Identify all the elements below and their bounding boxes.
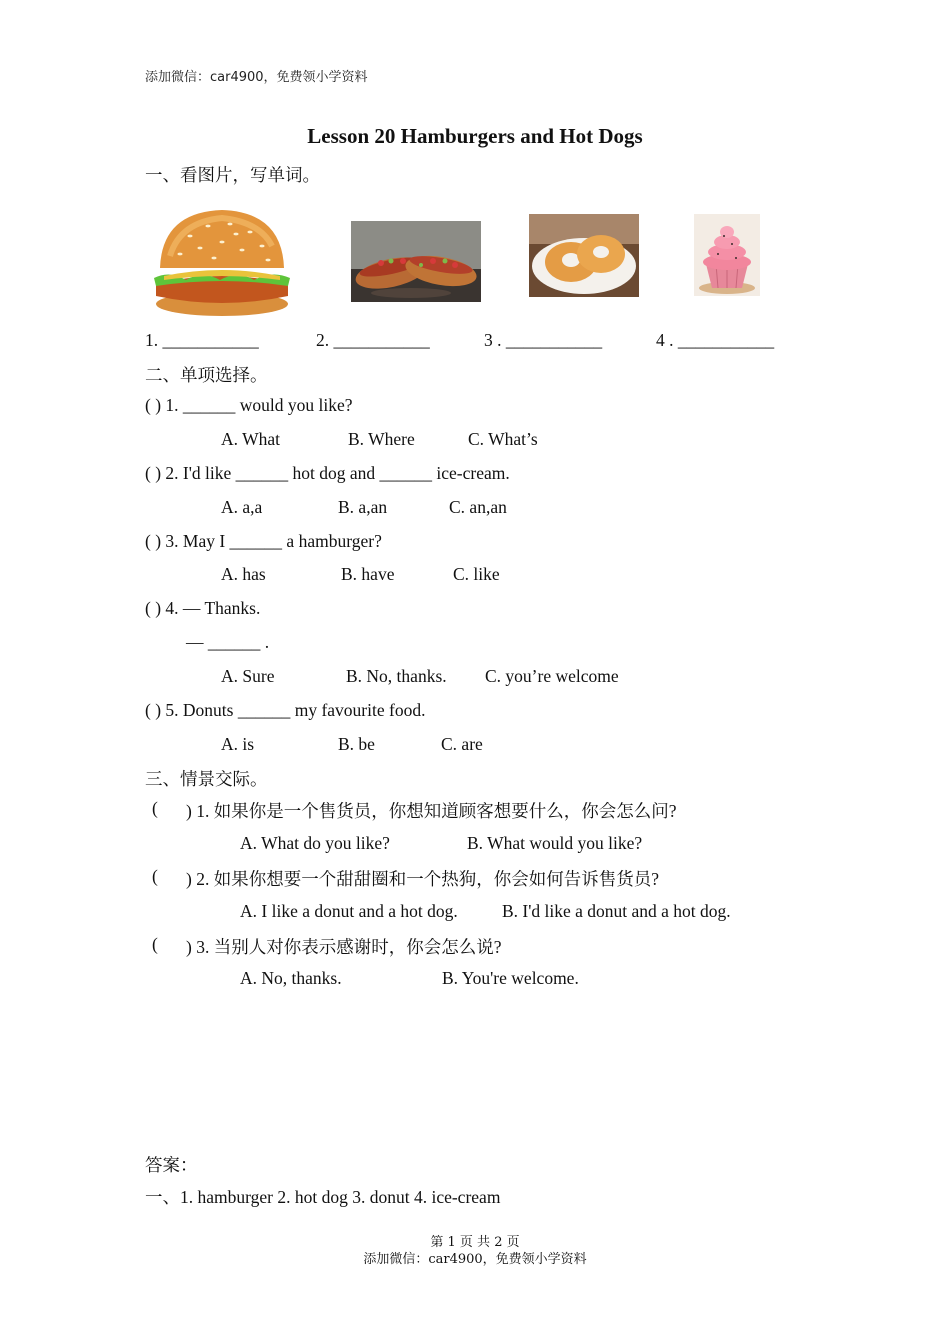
hamburger-image <box>150 206 294 319</box>
option-b: B. a,an <box>338 497 388 517</box>
section1-heading: 一、看图片，写单词。 <box>145 166 320 186</box>
question-2-1: ( ) 1. ______ would you like? <box>145 395 353 415</box>
option-a: A. No, thanks. <box>240 968 342 988</box>
option-a: A. What <box>221 429 280 449</box>
option-b: B. I'd like a donut and a hot dog. <box>502 901 731 921</box>
section2-heading: 二、单项选择。 <box>145 366 268 386</box>
option-c: C. like <box>453 564 500 584</box>
blank-2[interactable]: 2. ___________ <box>316 330 430 350</box>
blank-4[interactable]: 4 . ___________ <box>656 330 775 350</box>
page-number: 第 1 页 共 2 页 <box>430 1235 520 1250</box>
paren-3-3: ( <box>152 934 158 954</box>
question-3-3: ) 3. 当别人对你表示感谢时，你会怎么说? <box>186 937 502 957</box>
option-b: B. No, thanks. <box>346 666 447 686</box>
ice-cream-image <box>694 214 760 296</box>
blank-1[interactable]: 1. ___________ <box>145 330 259 350</box>
answers-heading: 答案： <box>145 1156 198 1176</box>
option-b: B. Where <box>348 429 415 449</box>
option-a: A. Sure <box>221 666 275 686</box>
answers-line-1: 一、1. hamburger 2. hot dog 3. donut 4. ice-cream <box>145 1187 501 1207</box>
option-a: A. I like a donut and a hot dog. <box>240 901 458 921</box>
option-a: A. What do you like? <box>240 833 390 853</box>
paren-3-1: ( <box>152 798 158 818</box>
question-3-2: ) 2. 如果你想要一个甜甜圈和一个热狗，你会如何告诉售货员? <box>186 869 659 889</box>
donut-image <box>529 214 639 297</box>
question-2-3: ( ) 3. May I ______ a hamburger? <box>145 531 382 551</box>
header-note: 添加微信：car4900，免费领小学资料 <box>145 70 368 85</box>
footer-note: 添加微信：car4900，免费领小学资料 <box>363 1252 587 1267</box>
option-a: A. has <box>221 564 266 584</box>
option-c: C. are <box>441 734 483 754</box>
hot-dog-image <box>351 221 481 302</box>
question-2-5: ( ) 5. Donuts ______ my favourite food. <box>145 700 426 720</box>
question-2-4: ( ) 4. — Thanks. <box>145 598 261 618</box>
question-2-2: ( ) 2. I'd like ______ hot dog and ______ ice-cream. <box>145 463 510 483</box>
question-3-1: ) 1. 如果你是一个售货员，你想知道顾客想要什么，你会怎么问? <box>186 801 677 821</box>
option-c: C. you’re welcome <box>485 666 619 686</box>
option-b: B. What would you like? <box>467 833 643 853</box>
option-a: A. is <box>221 734 255 754</box>
section3-heading: 三、情景交际。 <box>145 770 268 790</box>
question-2-4-reply: — ______ . <box>186 632 270 652</box>
option-c: C. an,an <box>449 497 507 517</box>
option-b: B. have <box>341 564 395 584</box>
blank-3[interactable]: 3 . ___________ <box>484 330 603 350</box>
paren-3-2: ( <box>152 866 158 886</box>
option-b: B. You're welcome. <box>442 968 579 988</box>
option-b: B. be <box>338 734 375 754</box>
option-a: A. a,a <box>221 497 263 517</box>
page-title: Lesson 20 Hamburgers and Hot Dogs <box>307 124 643 148</box>
option-c: C. What’s <box>468 429 538 449</box>
